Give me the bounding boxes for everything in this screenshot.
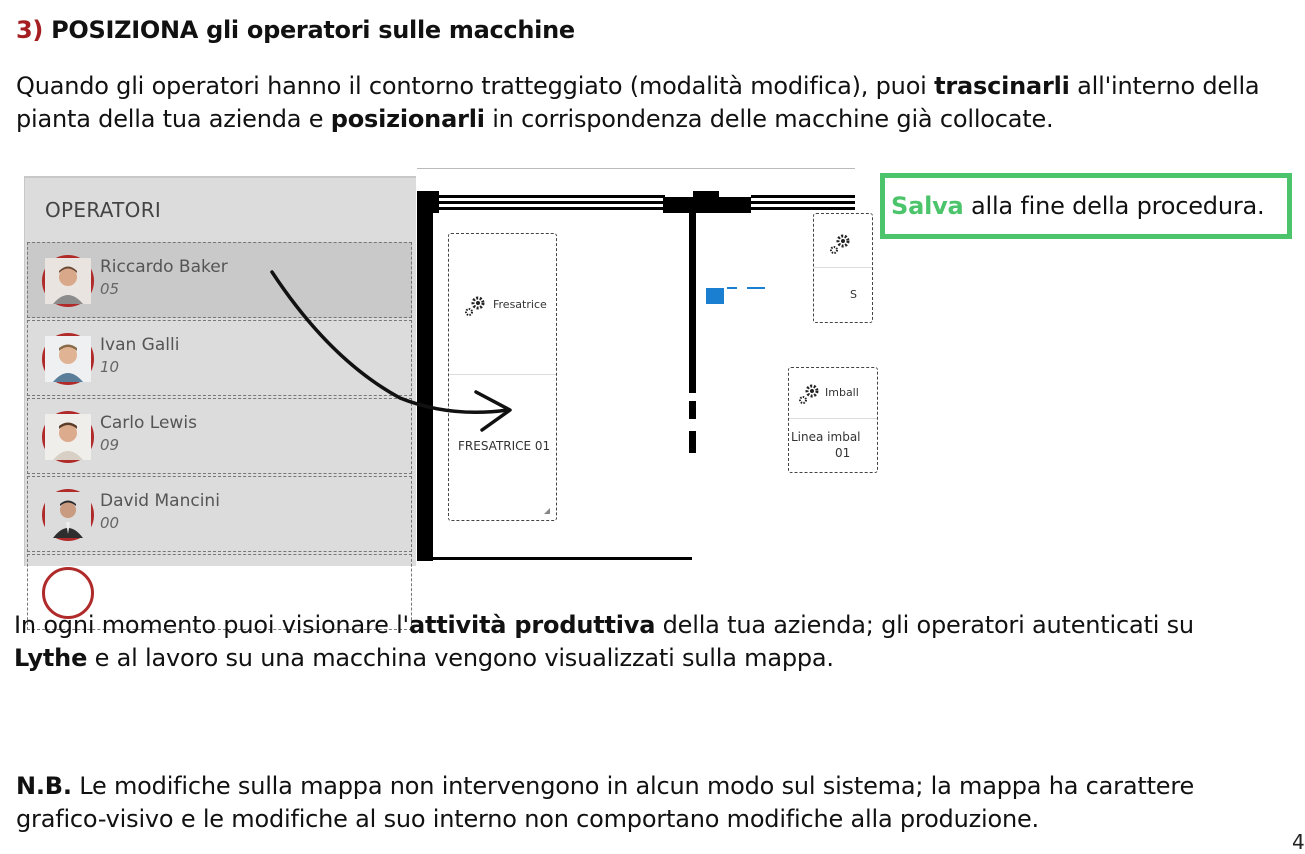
avatar [42, 411, 94, 463]
operator-item[interactable] [27, 476, 412, 552]
section-heading [16, 16, 575, 44]
note-line-1 [16, 770, 1194, 803]
machine-divider [789, 418, 877, 419]
resize-handle[interactable] [544, 508, 550, 514]
machine-name: FRESATRICE 01 [458, 439, 551, 453]
operator-item[interactable] [27, 242, 412, 318]
gear-icon [828, 230, 854, 256]
save-note-box [880, 173, 1292, 239]
intro-text: all'interno della [1069, 72, 1260, 100]
save-keyword: Salva [891, 192, 964, 220]
operator-name: Riccardo Baker [100, 257, 228, 277]
gear-icon [797, 380, 823, 406]
product-name: Lythe [14, 644, 88, 672]
intro-text: Quando gli operatori hanno il contorno tratteggiato (modalità modifica), puoi [16, 72, 935, 100]
machine-type-label: Imball [825, 386, 859, 399]
intro-text: in corrispondenza delle macchine già collocate. [484, 105, 1054, 133]
operator-name: Ivan Galli [100, 335, 180, 355]
intro-line-2 [16, 103, 1053, 136]
operators-panel [24, 176, 416, 566]
save-note-text: alla fine della procedura. [963, 192, 1265, 220]
machine-divider [814, 267, 872, 268]
avatar [42, 333, 94, 385]
note-text: Le modifiche sulla mappa non intervengono in alcun modo sul sistema; la mappa ha carattere [71, 772, 1195, 800]
intro-text: pianta della tua azienda e [16, 105, 331, 133]
machine-name: Linea imbal [791, 430, 861, 444]
activity-bold: attività produttiva [408, 611, 656, 639]
machine-partial-top[interactable] [813, 213, 873, 323]
operator-name: Carlo Lewis [100, 413, 197, 433]
activity-text: della tua azienda; gli operatori autenticati su [655, 611, 1194, 639]
machine-imballaggio[interactable] [788, 367, 878, 473]
machine-name: 01 [835, 446, 851, 460]
activity-line-2 [14, 642, 834, 675]
activity-line-1 [14, 609, 1194, 642]
machine-type-label: Fresatrice [493, 298, 547, 311]
operator-item[interactable] [27, 320, 412, 396]
gear-icon [463, 292, 489, 318]
intro-bold-drag: trascinarli [934, 72, 1070, 100]
operator-code: 10 [100, 358, 120, 376]
note-text: grafico-visivo e le modifiche al suo interno non comportano modifiche alla produzione. [16, 805, 1039, 833]
note-line-2 [16, 803, 1039, 836]
machine-divider [449, 374, 556, 375]
activity-text: e al lavoro su una macchina vengono visualizzati sulla mappa. [87, 644, 834, 672]
intro-line-1 [16, 70, 1259, 103]
machine-name: S [850, 288, 857, 301]
operator-code: 00 [100, 514, 120, 532]
operator-code: 09 [100, 436, 120, 454]
note-label: N.B. [16, 772, 72, 800]
intro-bold-position: posizionarli [330, 105, 485, 133]
machine-fresatrice[interactable] [448, 233, 557, 521]
avatar [42, 255, 94, 307]
operator-item[interactable] [27, 398, 412, 474]
activity-text: In ogni momento puoi visionare l' [14, 611, 409, 639]
page-number: 4 [1292, 830, 1305, 854]
operator-code: 05 [100, 280, 120, 298]
save-note [891, 192, 1264, 220]
section-number: 3) [16, 16, 44, 44]
plant-map [417, 168, 861, 565]
section-title: POSIZIONA gli operatori sulle macchine [51, 16, 575, 44]
operator-name: David Mancini [100, 491, 220, 511]
operators-panel-title: OPERATORI [45, 198, 162, 222]
avatar [42, 489, 94, 541]
